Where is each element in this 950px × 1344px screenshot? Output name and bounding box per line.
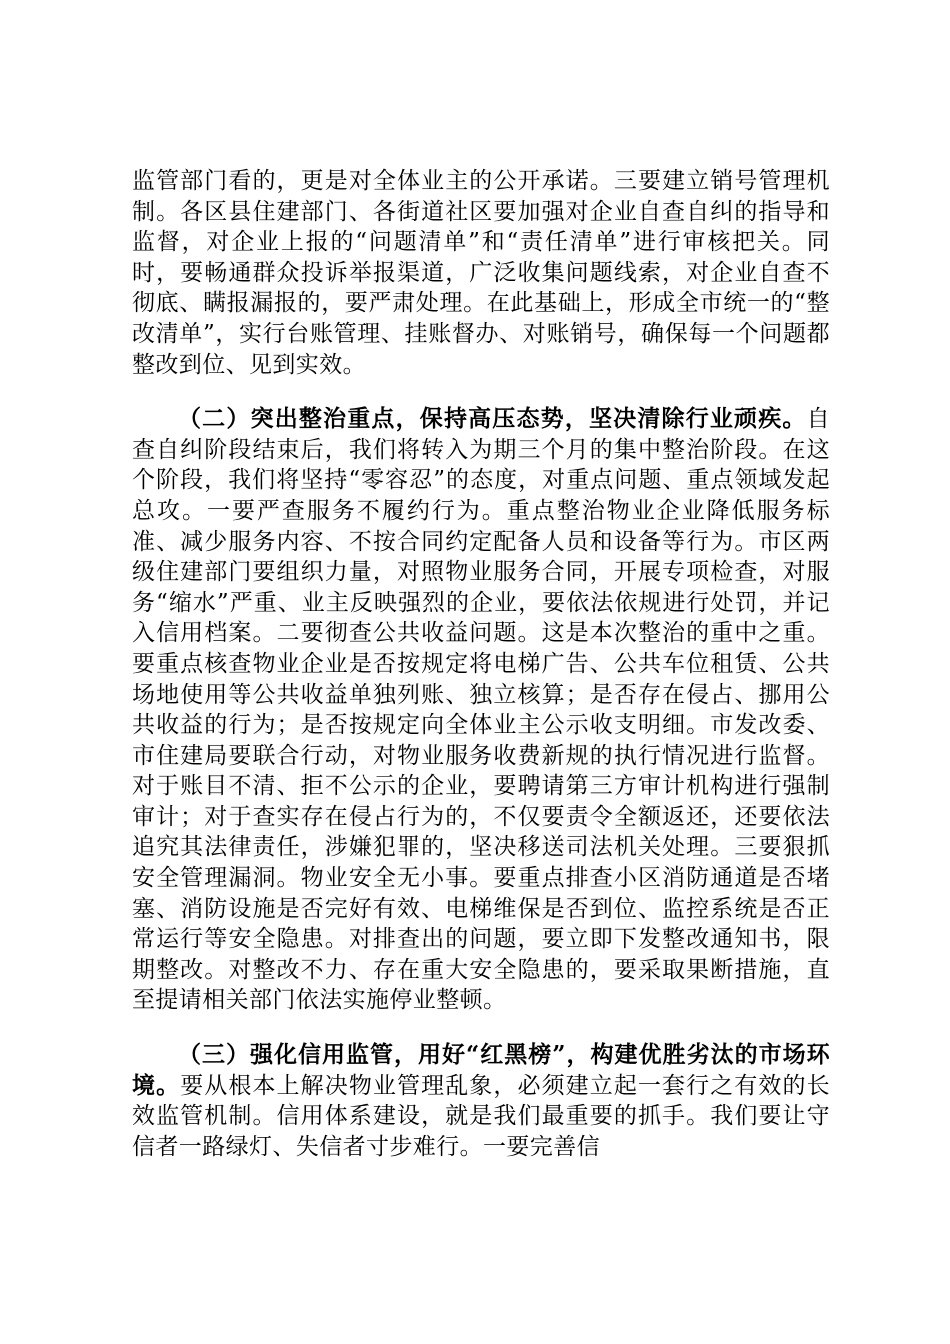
section-3-body: 要从根本上解决物业管理乱象，必须建立起一套行之有效的长效监管机制。信用体系建设，就是我们最重要的抓手。我们要让守信者一路绿灯、失信者寸步难行。一要完善信: [132, 1072, 830, 1160]
paragraph-1-text: 监管部门看的，更是对全体业主的公开承诺。三要建立销号管理机制。各区县住建部门、各街道社区要加强对企业自查自纠的指导和监督，对企业上报的“问题清单”和“责任清单”进行审核把关。同时，要畅通群众投诉举报渠道，广泛收集问题线索，对企业自查不彻底、瞒报漏报的，要严肃处理。在此基础上，形成全市统一的“整改清单”，实行台账管理、挂账督办、对账销号，确保每一个问题都整改到位、见到实效。: [132, 168, 830, 378]
section-2-body: 自查自纠阶段结束后，我们将转入为期三个月的集中整治阶段。在这个阶段，我们将坚持“零容忍”的态度，对重点问题、重点领域发起总攻。一要严查服务不履约行为。重点整治物业企业降低服务标准、减少服务内容、不按合同约定配备人员和设备等行为。市区两级住建部门要组织力量，对照物业服务合同，开展专项检查，对服务“缩水”严重、业主反映强烈的企业，要依法依规进行处罚，并记入信用档案。二要彻查公共收益问题。这是本次整治的重中之重。要重点核查物业企业是否按规定将电梯广告、公共车位租赁、公共场地使用等公共收益单独列账、独立核算；是否存在侵占、挪用公共收益的行为；是否按规定向全体业主公示收支明细。市发改委、市住建局要联合行动，对物业服务收费新规的执行情况进行监督。对于账目不清、拒不公示的企业，要聘请第三方审计机构进行强制审计；对于查实存在侵占行为的，不仅要责令全额返还，还要依法追究其法律责任，涉嫌犯罪的，坚决移送司法机关处理。三要狠抓安全管理漏洞。物业安全无小事。要重点排查小区消防通道是否堵塞、消防设施是否完好有效、电梯维保是否到位、监控系统是否正常运行等安全隐患。对排查出的问题，要立即下发整改通知书，限期整改。对整改不力、存在重大安全隐患的，要采取果断措施，直至提请相关部门依法实施停业整顿。: [132, 406, 830, 1014]
section-2-heading: （二）突出整治重点，保持高压态势，坚决清除行业顽疾。: [178, 405, 807, 433]
section-3-heading: （三）强化信用监管，用好“红黑榜”，构建优胜劣汰的市场环境。: [132, 1041, 830, 1099]
section-3-paragraph: [132, 1040, 830, 1162]
document-body: [132, 166, 830, 1186]
section-2-paragraph: [132, 404, 830, 1016]
paragraph-1: [132, 166, 830, 380]
